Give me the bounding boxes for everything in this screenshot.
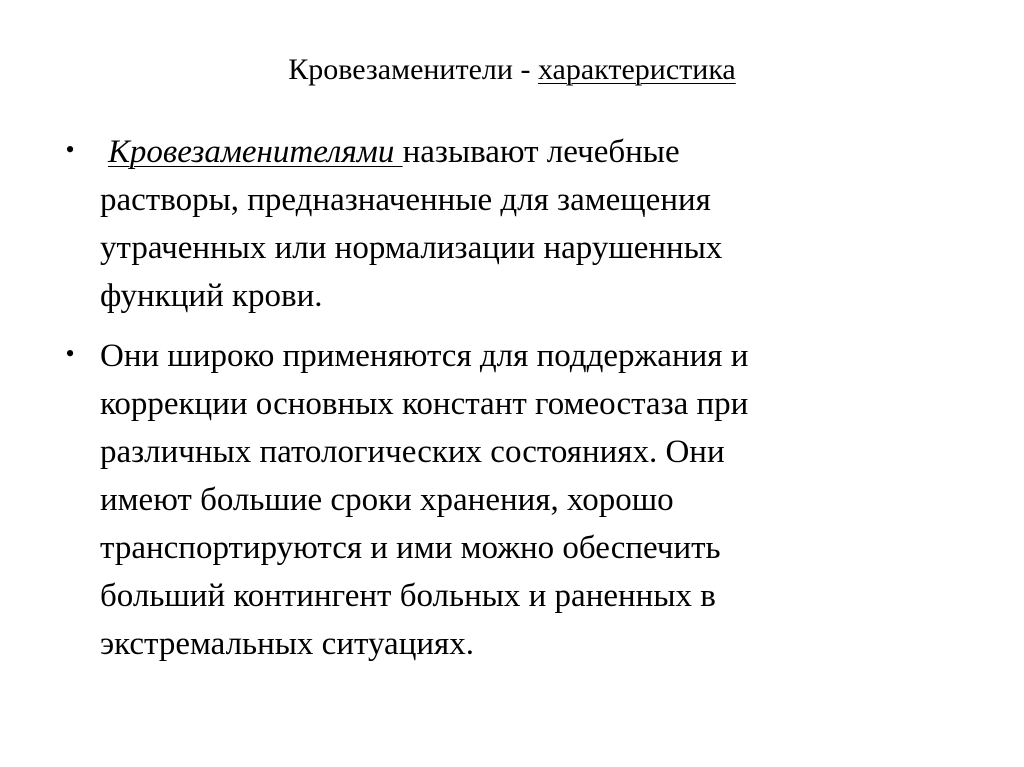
- bullet-dot-icon: •: [65, 339, 75, 368]
- bullet-item-usage: [60, 332, 900, 668]
- bullet-line: имеют большие сроки хранения, хорошо: [100, 482, 674, 518]
- bullet-line: экстремальных ситуациях.: [100, 626, 474, 662]
- bullet-line: [100, 128, 900, 176]
- bullet-text: называют лечебные: [402, 134, 680, 170]
- bullet-dot-icon: •: [65, 135, 75, 164]
- title-prefix: Кровезаменители -: [288, 53, 538, 86]
- slide-title: [0, 50, 1024, 90]
- bullet-line: больший контингент больных и раненных в: [100, 578, 716, 614]
- bullet-line: различных патологических состояниях. Они: [100, 434, 725, 470]
- bullet-line: коррекции основных констант гомеостаза при: [100, 386, 749, 422]
- bullet-line: утраченных или нормализации нарушенных: [100, 230, 723, 266]
- bullet-line: Они широко применяются для поддержания и: [100, 338, 749, 374]
- title-underlined-word: характеристика: [537, 53, 736, 86]
- defined-term: Кровезаменителями: [108, 134, 403, 170]
- bullet-item-definition: [60, 128, 900, 320]
- bullet-line: транспортируются и ими можно обеспечить: [100, 530, 721, 566]
- bullet-line: функций крови.: [100, 278, 323, 314]
- bullet-line: растворы, предназначенные для замещения: [100, 182, 711, 218]
- slide-body: [60, 128, 900, 680]
